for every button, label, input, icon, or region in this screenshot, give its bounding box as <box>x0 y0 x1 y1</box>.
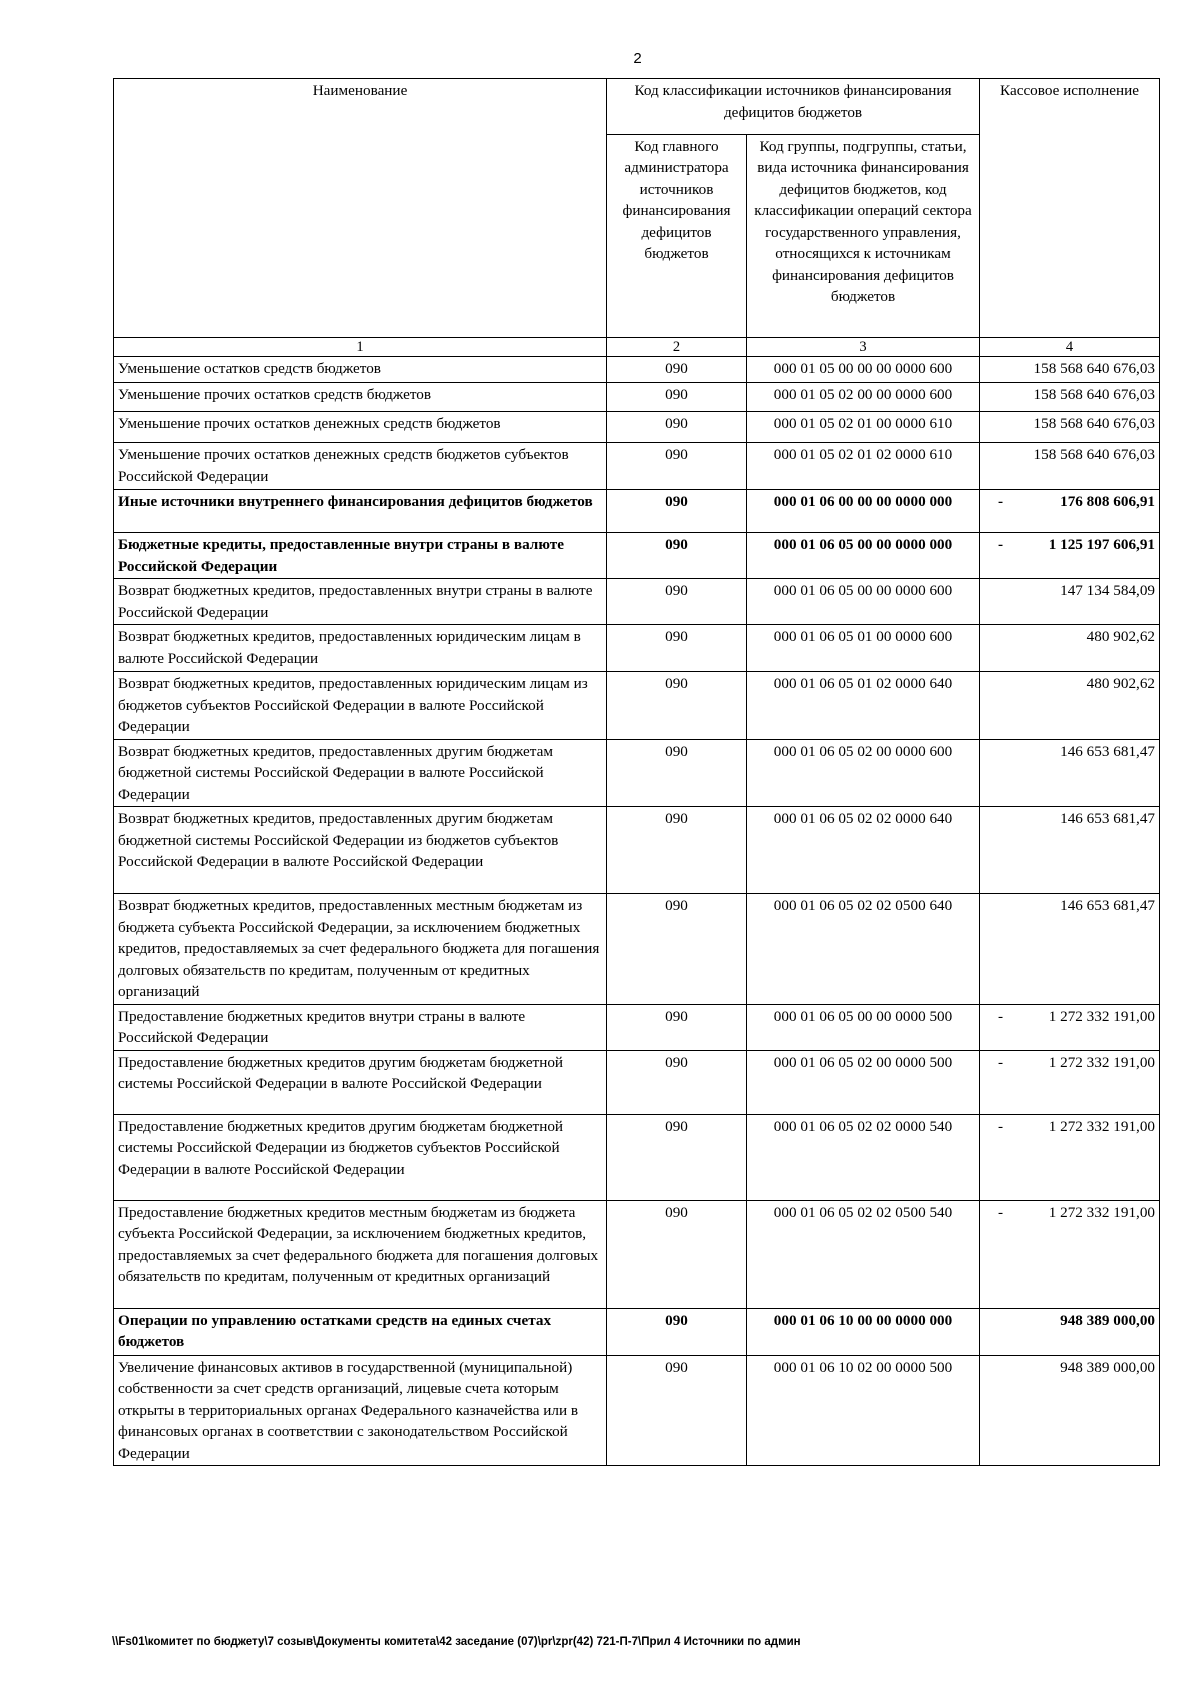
table-row <box>114 807 1160 894</box>
header-classification-group: Код классификации источников финансирования дефицитов бюджетов <box>607 79 980 135</box>
amount-value: 480 902,62 <box>1086 628 1156 645</box>
table-header <box>114 79 1160 357</box>
amount-value: 158 568 640 676,03 <box>1033 446 1156 463</box>
row-name-cell: Предоставление бюджетных кредитов внутри страны в валюте Российской Федерации <box>114 1004 607 1050</box>
row-source-code-cell: 000 01 06 05 02 02 0500 640 <box>747 894 980 1005</box>
row-admin-code-cell: 090 <box>607 383 747 412</box>
negative-sign: - <box>998 1053 1004 1071</box>
row-admin-code-cell: 090 <box>607 533 747 579</box>
table-row <box>114 672 1160 740</box>
row-name-cell: Возврат бюджетных кредитов, предоставленных другим бюджетам бюджетной системы Российской Федерации в валюте Российской Федерации <box>114 739 607 807</box>
row-source-code-cell: 000 01 06 05 02 00 0000 600 <box>747 739 980 807</box>
table-row <box>114 625 1160 672</box>
table-row <box>114 443 1160 490</box>
row-admin-code-cell: 090 <box>607 443 747 490</box>
row-name-cell: Предоставление бюджетных кредитов другим бюджетам бюджетной системы Российской Федерации из бюджетов субъектов Российской Федерации в валюте Российской Федерации <box>114 1114 607 1200</box>
row-source-code-cell: 000 01 06 05 00 00 0000 600 <box>747 579 980 625</box>
row-name-cell: Возврат бюджетных кредитов, предоставленных внутри страны в валюте Российской Федерации <box>114 579 607 625</box>
footer-file-path: \\Fs01\комитет по бюджету\7 созыв\Документы комитета\42 заседание (07)\pr\zpr(42) 721-П-7\Прил 4 Источники по админ <box>112 1636 801 1648</box>
table-row <box>114 412 1160 443</box>
row-admin-code-cell: 090 <box>607 357 747 383</box>
table-row <box>114 1004 1160 1050</box>
table-row <box>114 739 1160 807</box>
row-amount-cell <box>980 672 1160 740</box>
amount-value: 1 125 197 606,91 <box>1048 536 1156 553</box>
row-amount-cell <box>980 1050 1160 1114</box>
column-number: 3 <box>747 338 980 357</box>
header-name: Наименование <box>114 79 607 338</box>
row-name-cell: Предоставление бюджетных кредитов местным бюджетам из бюджета субъекта Российской Федерации, за исключением бюджетных кредитов, предоставляемых за счет федерального бюджета для погашения долговых обязательств по кредитам, полученным от кредитных организаций <box>114 1200 607 1308</box>
row-name-cell: Возврат бюджетных кредитов, предоставленных другим бюджетам бюджетной системы Российской Федерации из бюджетов субъектов Российской Федерации в валюте Российской Федерации <box>114 807 607 894</box>
table-row <box>114 1355 1160 1466</box>
row-source-code-cell: 000 01 05 00 00 00 0000 600 <box>747 357 980 383</box>
table-row <box>114 1114 1160 1200</box>
row-amount-cell <box>980 490 1160 533</box>
row-source-code-cell: 000 01 06 05 01 00 0000 600 <box>747 625 980 672</box>
row-amount-cell <box>980 1200 1160 1308</box>
amount-value: 1 272 332 191,00 <box>1048 1203 1156 1221</box>
table-row <box>114 357 1160 383</box>
amount-value: 1 272 332 191,00 <box>1048 1053 1156 1071</box>
row-admin-code-cell: 090 <box>607 579 747 625</box>
row-source-code-cell: 000 01 06 05 01 02 0000 640 <box>747 672 980 740</box>
row-admin-code-cell: 090 <box>607 1050 747 1114</box>
amount-value: 1 272 332 191,00 <box>1048 1117 1156 1135</box>
row-admin-code-cell: 090 <box>607 1355 747 1466</box>
row-admin-code-cell: 090 <box>607 739 747 807</box>
row-source-code-cell: 000 01 06 10 02 00 0000 500 <box>747 1355 980 1466</box>
row-amount-cell <box>980 412 1160 443</box>
row-name-cell: Уменьшение остатков средств бюджетов <box>114 357 607 383</box>
table-row <box>114 533 1160 579</box>
amount-value: 948 389 000,00 <box>1060 1358 1156 1376</box>
row-name-cell: Возврат бюджетных кредитов, предоставленных местным бюджетам из бюджета субъекта Российской Федерации, за исключением бюджетных кредитов, предоставляемых за счет федерального бюджета для погашения долговых обязательств по кредитам, полученным от кредитных организаций <box>114 894 607 1005</box>
row-name-cell: Уменьшение прочих остатков денежных средств бюджетов <box>114 412 607 443</box>
row-admin-code-cell: 090 <box>607 625 747 672</box>
row-admin-code-cell: 090 <box>607 1200 747 1308</box>
row-name-cell: Возврат бюджетных кредитов, предоставленных юридическим лицам в валюте Российской Федерации <box>114 625 607 672</box>
negative-sign: - <box>998 1203 1004 1221</box>
row-name-cell: Иные источники внутреннего финансирования дефицитов бюджетов <box>114 490 607 533</box>
table-row <box>114 383 1160 412</box>
negative-sign: - <box>998 536 1004 553</box>
table-body <box>114 357 1160 1466</box>
table-row <box>114 1200 1160 1308</box>
column-number: 2 <box>607 338 747 357</box>
row-amount-cell <box>980 625 1160 672</box>
row-admin-code-cell: 090 <box>607 894 747 1005</box>
row-admin-code-cell: 090 <box>607 1114 747 1200</box>
negative-sign: - <box>998 1007 1004 1025</box>
amount-value: 146 653 681,47 <box>1060 810 1156 827</box>
amount-value: 1 272 332 191,00 <box>1048 1007 1156 1025</box>
row-name-cell: Увеличение финансовых активов в государственной (муниципальной) собственности за счет средств организаций, лицевые счета которым открыты в территориальных органах Федерального казначейства или в финансовых органах в соответствии с законодательством Российской Федерации <box>114 1355 607 1466</box>
row-amount-cell <box>980 357 1160 383</box>
row-source-code-cell: 000 01 05 02 00 00 0000 600 <box>747 383 980 412</box>
row-amount-cell <box>980 807 1160 894</box>
row-source-code-cell: 000 01 06 05 02 02 0000 640 <box>747 807 980 894</box>
header-cash-execution: Кассовое исполнение <box>980 79 1160 338</box>
amount-value: 480 902,62 <box>1086 675 1156 692</box>
row-source-code-cell: 000 01 06 00 00 00 0000 000 <box>747 490 980 533</box>
row-admin-code-cell: 090 <box>607 672 747 740</box>
table-row <box>114 490 1160 533</box>
amount-value: 158 568 640 676,03 <box>1033 415 1156 432</box>
header-source-code: Код группы, подгруппы, статьи, вида источника финансирования дефицитов бюджетов, код классификации операций сектора государственного управления, относящихся к источникам финансирования дефицитов бюджетов <box>747 134 980 337</box>
negative-sign: - <box>998 1117 1004 1135</box>
column-number: 1 <box>114 338 607 357</box>
amount-value: 147 134 584,09 <box>1060 582 1156 599</box>
amount-value: 146 653 681,47 <box>1060 742 1156 760</box>
row-admin-code-cell: 090 <box>607 412 747 443</box>
row-source-code-cell: 000 01 05 02 01 00 0000 610 <box>747 412 980 443</box>
header-admin-code: Код главного администратора источников финансирования дефицитов бюджетов <box>607 134 747 337</box>
page-number: 2 <box>633 50 642 67</box>
row-amount-cell <box>980 533 1160 579</box>
sources-table <box>113 78 1160 1466</box>
row-name-cell: Операции по управлению остатками средств на единых счетах бюджетов <box>114 1308 607 1355</box>
amount-value: 158 568 640 676,03 <box>1033 360 1156 377</box>
row-amount-cell <box>980 383 1160 412</box>
row-source-code-cell: 000 01 05 02 01 02 0000 610 <box>747 443 980 490</box>
row-amount-cell <box>980 443 1160 490</box>
row-admin-code-cell: 090 <box>607 490 747 533</box>
row-admin-code-cell: 090 <box>607 1004 747 1050</box>
column-number-row <box>114 338 1160 357</box>
row-amount-cell <box>980 1308 1160 1355</box>
row-source-code-cell: 000 01 06 05 02 02 0000 540 <box>747 1114 980 1200</box>
negative-sign: - <box>998 493 1004 510</box>
row-name-cell: Возврат бюджетных кредитов, предоставленных юридическим лицам из бюджетов субъектов Российской Федерации в валюте Российской Федерации <box>114 672 607 740</box>
row-amount-cell <box>980 1114 1160 1200</box>
row-amount-cell <box>980 1355 1160 1466</box>
column-number: 4 <box>980 338 1160 357</box>
row-amount-cell <box>980 579 1160 625</box>
amount-value: 948 389 000,00 <box>1060 1311 1156 1329</box>
amount-value: 176 808 606,91 <box>1060 493 1156 510</box>
row-amount-cell <box>980 739 1160 807</box>
table-row <box>114 894 1160 1005</box>
amount-value: 158 568 640 676,03 <box>1033 386 1156 403</box>
row-name-cell: Уменьшение прочих остатков средств бюджетов <box>114 383 607 412</box>
row-admin-code-cell: 090 <box>607 807 747 894</box>
row-source-code-cell: 000 01 06 05 00 00 0000 000 <box>747 533 980 579</box>
table-row <box>114 579 1160 625</box>
row-amount-cell <box>980 1004 1160 1050</box>
table-row <box>114 1050 1160 1114</box>
row-source-code-cell: 000 01 06 05 02 02 0500 540 <box>747 1200 980 1308</box>
amount-value: 146 653 681,47 <box>1060 897 1156 914</box>
row-source-code-cell: 000 01 06 05 02 00 0000 500 <box>747 1050 980 1114</box>
row-name-cell: Уменьшение прочих остатков денежных средств бюджетов субъектов Российской Федерации <box>114 443 607 490</box>
row-source-code-cell: 000 01 06 10 00 00 0000 000 <box>747 1308 980 1355</box>
row-name-cell: Бюджетные кредиты, предоставленные внутри страны в валюте Российской Федерации <box>114 533 607 579</box>
row-admin-code-cell: 090 <box>607 1308 747 1355</box>
row-source-code-cell: 000 01 06 05 00 00 0000 500 <box>747 1004 980 1050</box>
row-amount-cell <box>980 894 1160 1005</box>
row-name-cell: Предоставление бюджетных кредитов другим бюджетам бюджетной системы Российской Федерации в валюте Российской Федерации <box>114 1050 607 1114</box>
table-row <box>114 1308 1160 1355</box>
